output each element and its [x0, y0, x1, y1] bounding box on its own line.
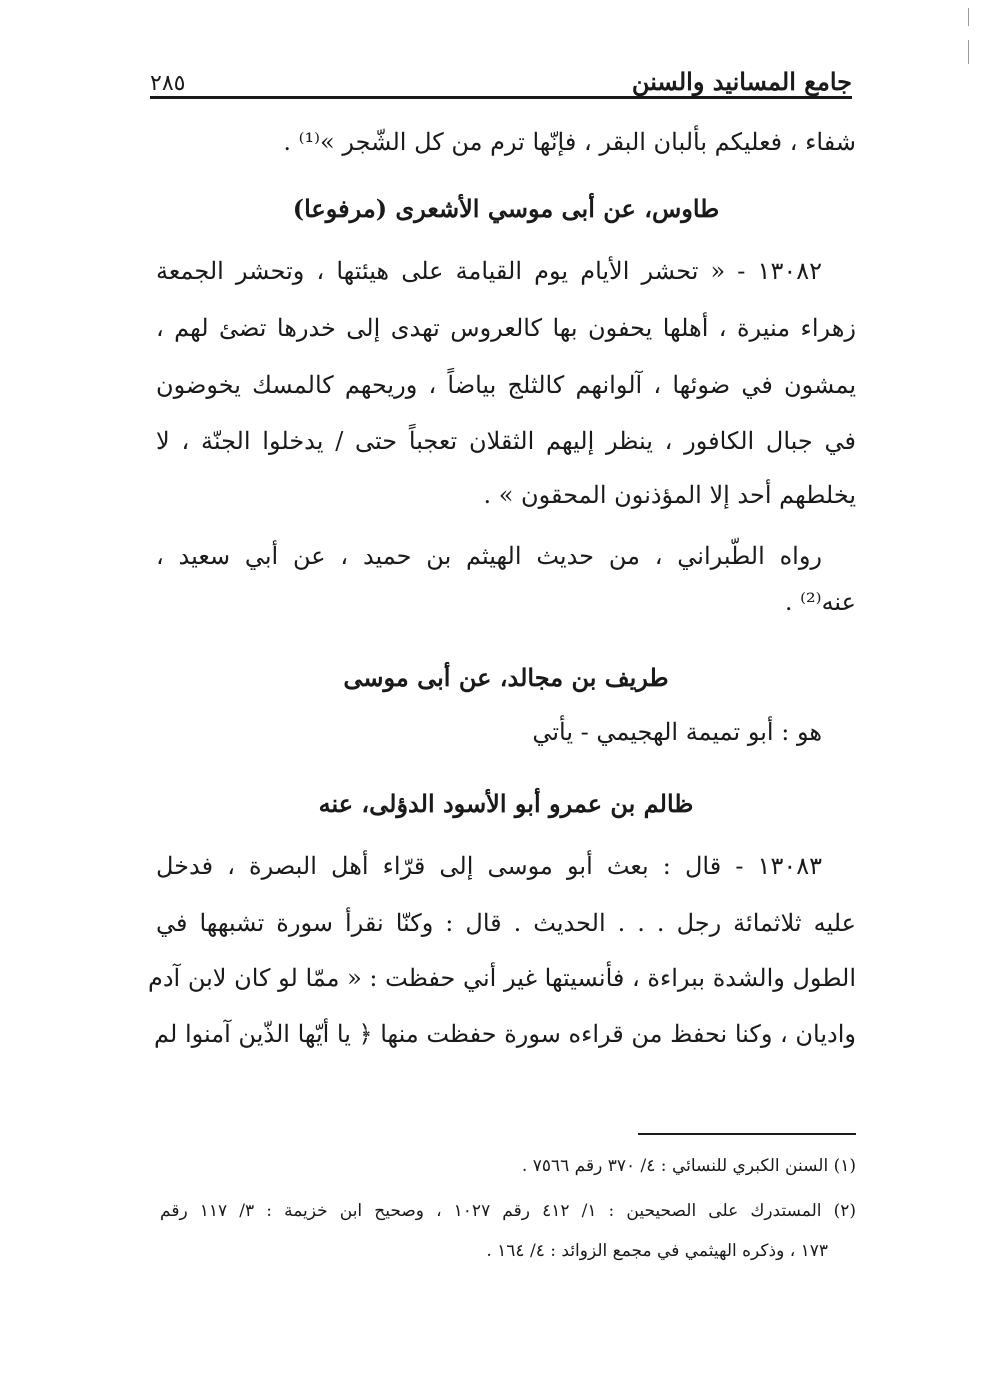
- footnote: ١٧٣ ، وذكره الهيثمي في مجمع الزوائد : ٤/ ١٦٤ .: [486, 1241, 828, 1261]
- hadith-text-line: يمشون في ضوئها ، آلوانهم كالثلج بياضاً ، وريحهم كالمسك يخوضون: [156, 371, 856, 399]
- hadith-text-line: ١٣٠٨٣ - قال : بعث أبو موسى إلى قرّاء أهل البصرة ، فدخل: [156, 852, 822, 880]
- footnote: (١) السنن الكبري للنسائي : ٤/ ٣٧٠ رقم ٧٥٦٦ .: [521, 1156, 856, 1176]
- section-heading: طريف بن مجالد، عن أبى موسى: [343, 663, 669, 692]
- text-line: شفاء ، فعليكم بألبان البقر ، فإنّها ترم من كل الشّجر »⁽¹⁾ .: [283, 128, 856, 156]
- hadith-text-line: في جبال الكافور ، ينظر إليهم الثقلان تعجباً حتى / يدخلوا الجنّة ، لا: [156, 427, 857, 455]
- hadith-text-line: عليه ثلاثمائة رجل . . . الحديث . قال : وكنّا نقرأ سورة تشبهها في: [156, 909, 856, 937]
- cross-reference-line: هو : أبو تميمة الهجيمي - يأتي: [532, 718, 822, 746]
- scan-margin-mark: [968, 40, 969, 64]
- citation-line: رواه الطّبراني ، من حديث الهيثم بن حميد ، عن أبي سعيد ،: [156, 542, 822, 570]
- footnote-rule: [638, 1133, 856, 1135]
- section-heading: ظالم بن عمرو أبو الأسود الدؤلى، عنه: [318, 789, 694, 818]
- running-head: [150, 52, 852, 96]
- hadith-text-line: الطول والشدة ببراءة ، فأنسيتها غير أني حفظت : « ممّا لو كان لابن آدم: [148, 964, 856, 992]
- scan-margin-mark: [968, 8, 969, 26]
- hadith-text-line: زهراء منيرة ، أهلها يحفون بها كالعروس تهدى إلى خدرها تضئ لهم ،: [156, 314, 856, 342]
- hadith-text-line: واديان ، وكنا نحفظ من قراءه سورة حفظت منها ﴿ يا أيّها الذّين آمنوا لم: [154, 1020, 856, 1048]
- page-number: ٢٨٥: [150, 71, 186, 96]
- footnote: (٢) المستدرك على الصحيحين : ١/ ٤١٢ رقم ١٠٢٧ ، وصحيح ابن خزيمة : ٣/ ١١٧ رقم: [160, 1201, 857, 1221]
- header-rule: [150, 96, 852, 99]
- book-title: جامع المسانيد والسنن: [631, 67, 852, 96]
- hadith-text-line: يخلطهم أحد إلا المؤذنون المحقون » .: [483, 481, 856, 509]
- hadith-text-line: ١٣٠٨٢ - « تحشر الأيام يوم القيامة على هيئتها ، وتحشر الجمعة: [156, 257, 822, 285]
- section-heading: طاوس، عن أبى موسي الأشعرى (مرفوعا): [292, 194, 720, 223]
- citation-line: عنه⁽²⁾ .: [784, 588, 856, 616]
